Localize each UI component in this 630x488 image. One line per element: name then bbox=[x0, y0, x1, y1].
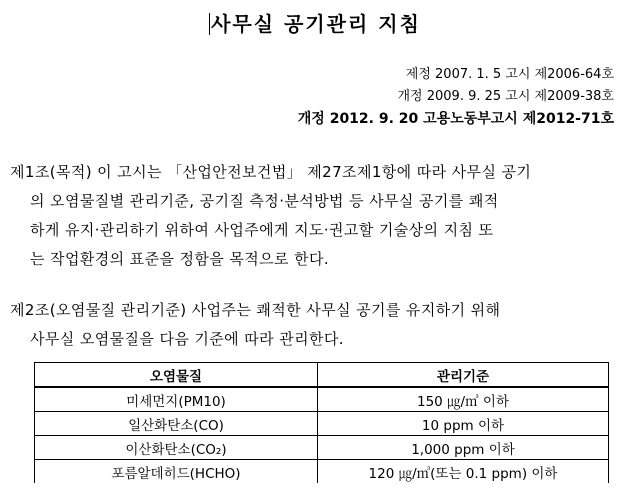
table-row bbox=[35, 387, 609, 412]
document-title bbox=[0, 8, 630, 37]
history-line: 제정 2007. 1. 5 고시 제2006-64호 bbox=[405, 67, 614, 82]
history-line-current: 개정 2012. 9. 20 고용노동부고시 제2012-71호 bbox=[297, 111, 614, 127]
standard-cell: 1,000 ppm 이하 bbox=[318, 436, 609, 460]
article-1-line: 의 오염물질별 관리기준, 공기질 측정·분석방법 등 사무실 공기를 쾌적 bbox=[30, 192, 499, 210]
article-2-line: 사무실 오염물질을 다음 기준에 따라 관리한다. bbox=[30, 330, 344, 348]
pollutant-cell: 포름알데히드(HCHO) bbox=[35, 460, 318, 484]
table-header-row bbox=[35, 363, 609, 388]
table-row bbox=[35, 412, 609, 436]
pollutant-cell: 일산화탄소(CO) bbox=[35, 412, 318, 436]
standard-cell: 10 ppm 이하 bbox=[318, 412, 609, 436]
article-1-line: 하게 유지·관리하기 위하여 사업주에게 지도·권고할 기술상의 지침 또 bbox=[30, 221, 494, 239]
header-standard: 관리기준 bbox=[318, 363, 609, 388]
article-2 bbox=[10, 296, 616, 354]
table-row bbox=[35, 460, 609, 484]
history-line: 개정 2009. 9. 25 고시 제2009-38호 bbox=[397, 89, 614, 104]
article-1-line: 는 작업환경의 표준을 정함을 목적으로 한다. bbox=[30, 250, 330, 268]
standard-cell: 120 ㎍/㎥(또는 0.1 ppm) 이하 bbox=[318, 460, 609, 484]
pollutant-cell: 이산화탄소(CO₂) bbox=[35, 436, 318, 460]
article-1 bbox=[10, 158, 616, 274]
pollutant-cell: 미세먼지(PM10) bbox=[35, 387, 318, 412]
document-title-text: 사무실 공기관리 지침 bbox=[211, 12, 421, 36]
header-pollutant: 오염물질 bbox=[35, 363, 318, 388]
article-2-line: 제2조(오염물질 관리기준) 사업주는 쾌적한 사무실 공기를 유지하기 위해 bbox=[10, 301, 501, 319]
pollutant-standards-table bbox=[34, 362, 609, 483]
standard-cell: 150 ㎍/㎥ 이하 bbox=[318, 387, 609, 412]
text-cursor bbox=[209, 13, 210, 35]
table-row bbox=[35, 436, 609, 460]
revision-history bbox=[298, 64, 614, 130]
article-1-line: 제1조(목적) 이 고시는 「산업안전보건법」 제27조제1항에 따라 사무실 공기 bbox=[10, 163, 532, 181]
